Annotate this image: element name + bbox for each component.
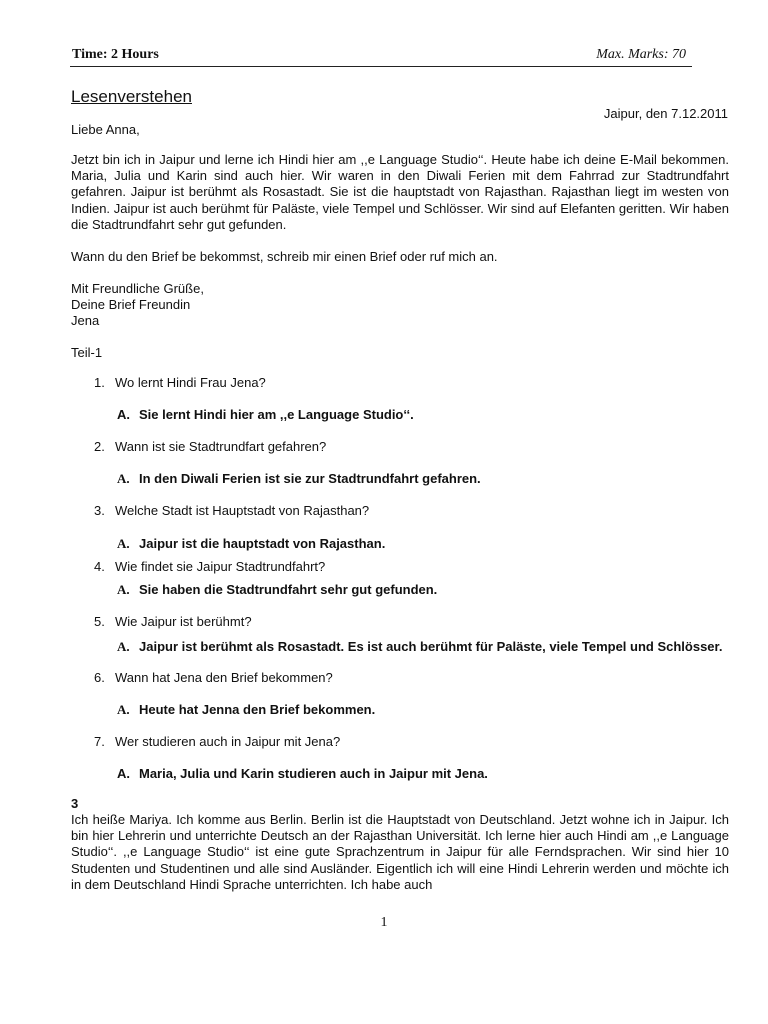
answer-text: Jaipur ist die hauptstadt von Rajasthan. (139, 536, 386, 551)
question-text: Welche Stadt ist Hauptstadt von Rajasthan? (115, 503, 370, 518)
answer-2 (117, 471, 481, 487)
answer-marker: A. (117, 407, 130, 422)
answer-1 (117, 407, 414, 422)
question-text: Wer studieren auch in Jaipur mit Jena? (115, 734, 341, 749)
answer-3 (117, 536, 385, 552)
answer-text: In den Diwali Ferien ist sie zur Stadtrundfahrt gefahren. (139, 471, 481, 486)
section-label-teil-1: Teil-1 (71, 345, 103, 360)
question-number: 5. (94, 614, 105, 629)
header-max-marks: Max. Marks: 70 (596, 47, 686, 62)
question-text: Wann ist sie Stadtrundfart gefahren? (115, 439, 327, 454)
question-number: 4. (94, 559, 105, 574)
answer-text: Heute hat Jenna den Brief bekommen. (139, 702, 376, 717)
question-number: 7. (94, 734, 105, 749)
question-number: 3. (94, 503, 105, 518)
section-3-number: 3 (71, 796, 79, 811)
answer-text: Sie lernt Hindi hier am ,,e Language Studio‘‘. (139, 407, 414, 422)
question-6 (94, 670, 333, 685)
question-text: Wo lernt Hindi Frau Jena? (115, 375, 266, 390)
page-number: 1 (380, 915, 388, 930)
header-time: Time: 2 Hours (72, 47, 159, 62)
question-7 (94, 734, 340, 749)
letter-greeting: Liebe Anna, (71, 122, 140, 137)
page-title: Lesenverstehen (71, 87, 192, 106)
answer-marker: A. (117, 471, 130, 486)
closing-line: Mit Freundliche Grüße, (71, 281, 204, 296)
answer-marker: A. (117, 639, 130, 654)
question-text: Wie findet sie Jaipur Stadtrundfahrt? (115, 559, 326, 574)
answer-marker: A. (117, 766, 130, 781)
question-number: 2. (94, 439, 105, 454)
answer-6 (117, 702, 375, 718)
letter-place-date: Jaipur, den 7.12.2011 (603, 106, 728, 121)
answer-5 (117, 639, 723, 655)
closing-signature: Jena (71, 313, 100, 328)
letter-request: Wann du den Brief be bekommst, schreib mir einen Brief oder ruf mich an. (71, 249, 498, 264)
question-text: Wie Jaipur ist berühmt? (115, 614, 252, 629)
question-3 (94, 503, 369, 518)
answer-marker: A. (117, 582, 130, 597)
answer-7 (117, 766, 488, 781)
answer-4 (117, 582, 437, 598)
answer-text: Jaipur ist berühmt als Rosastadt. Es ist auch berühmt für Paläste, viele Tempel und Schlösser. (139, 639, 723, 654)
question-number: 1. (94, 375, 105, 390)
header-divider (70, 66, 692, 67)
question-4 (94, 559, 325, 574)
answer-text: Maria, Julia und Karin studieren auch in Jaipur mit Jena. (139, 766, 488, 781)
section-3-text: Ich heiße Mariya. Ich komme aus Berlin. Berlin ist die Hauptstadt von Deutschland. Jetzt wohne ich in Jaipur. Ich bin hier Lehrerin und unterrichte Deutsch an der Rajasthan Universität. Ich lerne hier auch Hindi am ,,e Language Studio‘‘. ,,e Language Studio‘‘ ist eine gute Sprachzentrum in Jaipur für alle Ferndsprachen. Wir sind hier 10 Studenten und Studentinen und alle sind Ausländer. Eigentlich ich will eine Hindi Lehrerin werden und möchte ich in dem Deutschland Hindi Sprache unterrichten. Ich habe auch (71, 812, 729, 892)
question-2 (94, 439, 326, 454)
question-1 (94, 375, 266, 390)
question-5 (94, 614, 252, 629)
letter-closing (71, 281, 204, 329)
letter-body: Jetzt bin ich in Jaipur und lerne ich Hindi hier am ,,e Language Studio‘‘. Heute habe ich deine E-Mail bekommen. Maria, Julia und Karin sind auch hier. Wir waren in den Diwali Ferien mit dem Fahrrad zur Stadtrundfahrt gefahren. Jaipur ist berühmt als Rosastadt. Sie ist die hauptstadt von Rajasthan. Rajasthan liegt im westen von Indien. Jaipur ist auch berühmt für Paläste, viele Tempel und Schlösser. Wir sind auf Elefanten geritten. Wir haben die Stadtrundfahrt sehr gut gefunden. (71, 152, 729, 232)
answer-text: Sie haben die Stadtrundfahrt sehr gut gefunden. (139, 582, 438, 597)
question-number: 6. (94, 670, 105, 685)
closing-line: Deine Brief Freundin (71, 297, 191, 312)
question-text: Wann hat Jena den Brief bekommen? (115, 670, 333, 685)
answer-marker: A. (117, 536, 130, 551)
answer-marker: A. (117, 702, 130, 717)
